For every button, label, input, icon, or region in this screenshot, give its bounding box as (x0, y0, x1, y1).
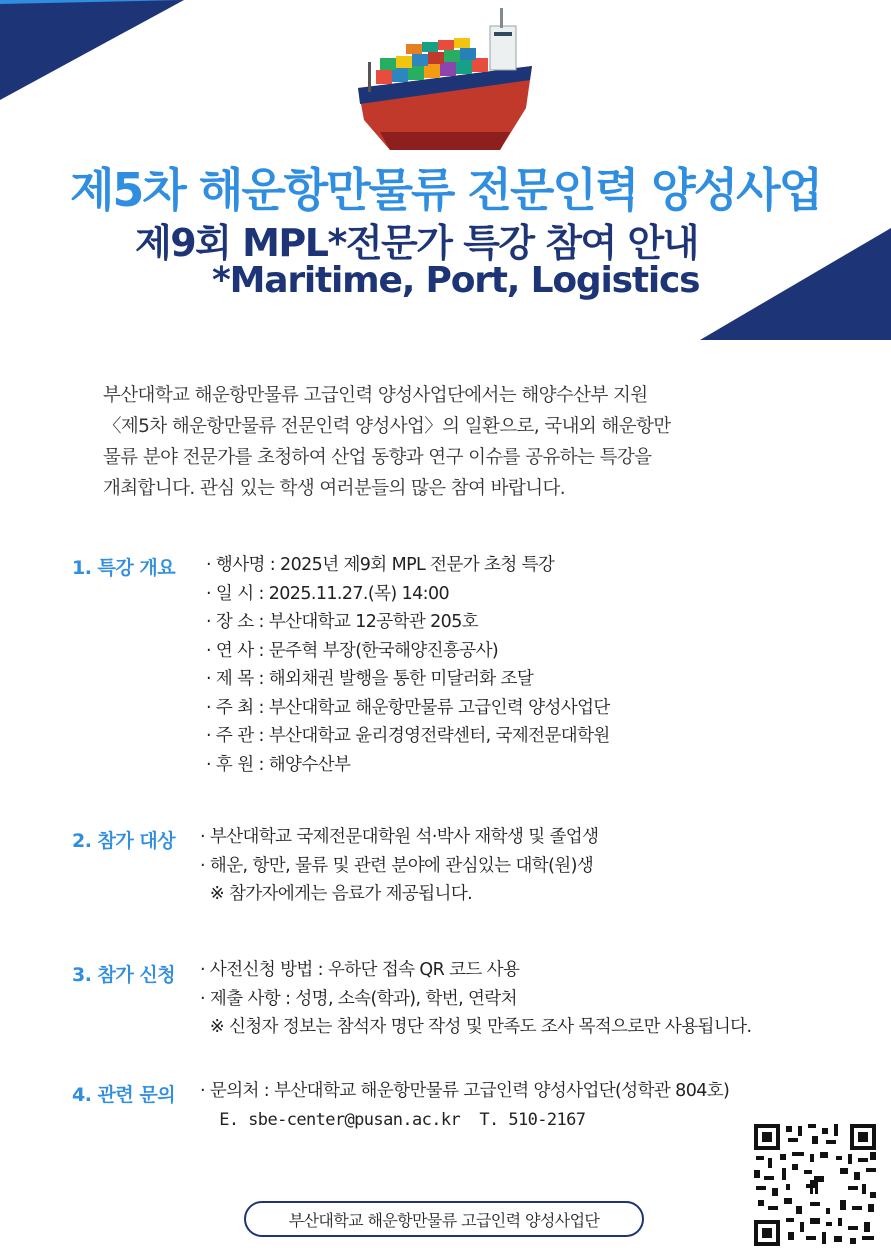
contact-list (200, 1077, 729, 1134)
list-item: · 제 목 : 해외채권 발행을 통한 미달러화 조달 (206, 669, 534, 689)
list-item: · 연 사 : 문주혁 부장(한국해양진흥공사) (206, 640, 499, 661)
list-item: ※ 참가자에게는 음료가 제공됩니다. (200, 884, 473, 904)
intro-paragraph (103, 380, 803, 504)
intro-line: 물류 분야 전문가를 초청하여 산업 동향과 연구 이슈를 공유하는 특강을 (103, 447, 652, 468)
top-left-corner-triangle (0, 0, 190, 100)
qr-code-icon[interactable] (752, 1122, 878, 1248)
section-heading-contact: 4. 관련 문의 (72, 1084, 176, 1106)
contact-email-phone[interactable]: E. sbe-center@pusan.ac.kr T. 510-2167 (200, 1109, 586, 1130)
list-item: · 후 원 : 해양수산부 (206, 754, 351, 775)
list-item: · 부산대학교 국제전문대학원 석·박사 재학생 및 졸업생 (200, 827, 599, 847)
sub-title: 제9회 MPL*전문가 특강 참여 안내 (135, 221, 698, 265)
list-item: · 주 최 : 부산대학교 해운항만물류 고급인력 양성사업단 (206, 697, 610, 718)
section-heading-target: 2. 참가 대상 (72, 830, 176, 852)
list-item: ※ 신청자 정보는 참석자 명단 작성 및 만족도 조사 목적으로만 사용됩니다. (200, 1017, 752, 1037)
application-list (200, 956, 751, 1042)
target-list (200, 823, 598, 909)
list-item: · 일 시 : 2025.11.27.(목) 14:00 (206, 583, 450, 604)
intro-line: 개최합니다. 관심 있는 학생 여러분들의 많은 참여 바랍니다. (103, 478, 566, 499)
list-item: · 장 소 : 부산대학교 12공학관 205호 (206, 612, 479, 632)
list-item: · 문의처 : 부산대학교 해운항만물류 고급인력 양성사업단(성학관 804호) (200, 1081, 730, 1101)
container-ship-icon (350, 0, 540, 152)
overview-list (206, 551, 610, 779)
section-heading-overview: 1. 특강 개요 (72, 557, 176, 579)
list-item: · 해운, 항만, 물류 및 관련 분야에 관심있는 대학(원)생 (200, 855, 594, 876)
right-corner-triangle (700, 228, 891, 340)
abbreviation-note: *Maritime, Port, Logistics (212, 260, 700, 301)
intro-line: 〈제5차 해운항만물류 전문인력 양성사업〉의 일환으로, 국내외 해운항만 (103, 416, 671, 437)
section-heading-application: 3. 참가 신청 (72, 964, 176, 986)
main-title: 제5차 해운항만물류 전문인력 양성사업 (69, 163, 822, 217)
organizer-footer-badge: 부산대학교 해운항만물류 고급인력 양성사업단 (244, 1201, 644, 1237)
list-item: · 주 관 : 부산대학교 윤리경영전략센터, 국제전문대학원 (206, 726, 610, 746)
list-item: · 사전신청 방법 : 우하단 접속 QR 코드 사용 (200, 960, 520, 980)
list-item: · 제출 사항 : 성명, 소속(학과), 학번, 연락처 (200, 988, 517, 1009)
list-item: · 행사명 : 2025년 제9회 MPL 전문가 초청 특강 (206, 555, 555, 575)
intro-line: 부산대학교 해운항만물류 고급인력 양성사업단에서는 해양수산부 지원 (103, 385, 648, 406)
